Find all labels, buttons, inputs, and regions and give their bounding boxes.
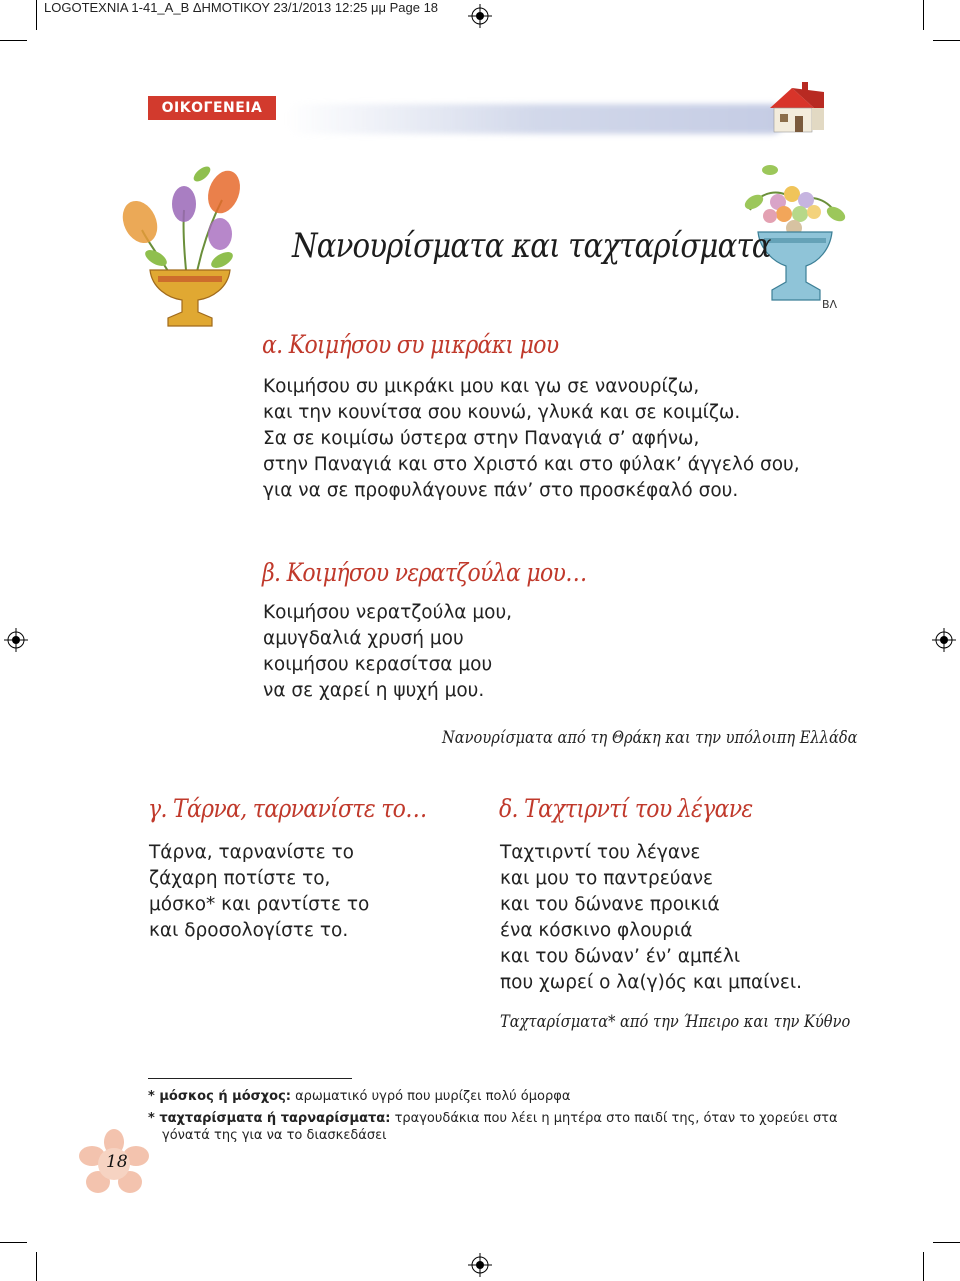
verse-line: Σα σε κοιμίσω ύστερα στην Παναγιά σ’ αφήνω, <box>263 428 700 449</box>
poem-d-heading: δ. Ταχτιρντί του λέγανε <box>499 794 753 823</box>
house-illustration <box>762 80 832 136</box>
verse-line: και μου το παντρεύανε <box>500 868 714 889</box>
crop-mark <box>36 0 37 30</box>
footnote-term: * ταχταρίσματα ή ταρναρίσματα: <box>148 1111 391 1126</box>
poem-c-verse <box>149 840 369 944</box>
footnote <box>148 1110 838 1144</box>
page-title: Νανουρίσματα και ταχταρίσματα <box>292 226 771 266</box>
crop-mark <box>36 1252 37 1281</box>
verse-line: Ταχτιρντί του λέγανε <box>500 842 701 863</box>
verse-line: και την κουνίτσα σου κουνώ, γλυκά και σε κοιμίζω. <box>263 402 741 423</box>
poem-b-heading: β. Κοιμήσου νερατζούλα μου… <box>262 558 587 587</box>
poem-d-verse <box>500 840 802 996</box>
verse-line: να σε χαρεί η ψυχή μου. <box>263 680 485 701</box>
crop-mark <box>923 0 924 30</box>
print-slug-line: LOGOTEXNIA 1-41_A_B ΔΗΜΟΤΙΚΟΥ 23/1/2013 12:25 μμ Page 18 <box>44 0 439 15</box>
poem-b-verse <box>263 600 512 704</box>
crop-mark <box>933 1242 960 1243</box>
verse-line: Κοιμήσου συ μικράκι μου και γω σε νανουρίζω, <box>263 376 700 397</box>
verse-line: μόσκο* και ραντίστε το <box>149 894 370 915</box>
registration-mark-icon <box>468 1253 492 1277</box>
verse-line: και του δώνανε προικιά <box>500 894 720 915</box>
crop-mark <box>0 1242 27 1243</box>
verse-line: Τάρνα, ταρνανίστε το <box>149 842 354 863</box>
poem-a-heading: α. Κοιμήσου συ μικράκι μου <box>262 330 559 359</box>
verse-line: και του δώναν’ έν’ αμπέλι <box>500 946 741 967</box>
verse-line: και δροσολογίστε το. <box>149 920 349 941</box>
registration-mark-icon <box>468 4 492 28</box>
source-note-ab: Νανουρίσματα από τη Θράκη και την υπόλοιπη Ελλάδα <box>442 728 858 748</box>
crop-mark <box>923 1252 924 1281</box>
verse-line: για να σε προφυλάγουνε πάν’ στο προσκέφαλό σου. <box>263 480 739 501</box>
verse-line: που χωρεί ο λα(γ)ός και μπαίνει. <box>500 972 802 993</box>
flower-vase-illustration <box>112 160 262 332</box>
section-tag: ΟΙΚΟΓΕΝΕΙΑ <box>148 96 276 120</box>
sky-wash-illustration <box>286 104 786 134</box>
poem-c-heading: γ. Τάρνα, ταρνανίστε το… <box>148 794 427 823</box>
page-number: 18 <box>106 1152 128 1172</box>
footnote-term: * μόσκος ή μόσχος: <box>148 1089 291 1104</box>
verse-line: στην Παναγιά και στο Χριστό και στο φύλακ’ άγγελό σου, <box>263 454 800 475</box>
registration-mark-icon <box>932 628 956 652</box>
verse-line: ένα κόσκινο φλουριά <box>500 920 693 941</box>
illustrator-initials: ΒΛ <box>822 298 838 311</box>
verse-line: αμυγδαλιά χρυσή μου <box>263 628 464 649</box>
verse-line: ζάχαρη ποτίστε το, <box>149 868 331 889</box>
verse-line: Κοιμήσου νερατζούλα μου, <box>263 602 513 623</box>
registration-mark-icon <box>4 628 28 652</box>
crop-mark <box>933 40 960 41</box>
footnote <box>148 1088 838 1105</box>
footnote-separator <box>148 1078 352 1079</box>
verse-line: κοιμήσου κερασίτσα μου <box>263 654 493 675</box>
poem-a-verse <box>263 374 800 504</box>
source-note-cd: Ταχταρίσματα* από την Ήπειρο και την Κύθνο <box>500 1012 851 1032</box>
footnote-text: αρωματικό υγρό που μυρίζει πολύ όμορφα <box>290 1089 571 1104</box>
footnote-text: τραγουδάκια που λέει η μητέρα στο παιδί της, όταν το χορεύει στα γόνατά της για να το διασκεδάσει <box>162 1111 838 1143</box>
crop-mark <box>0 40 27 41</box>
